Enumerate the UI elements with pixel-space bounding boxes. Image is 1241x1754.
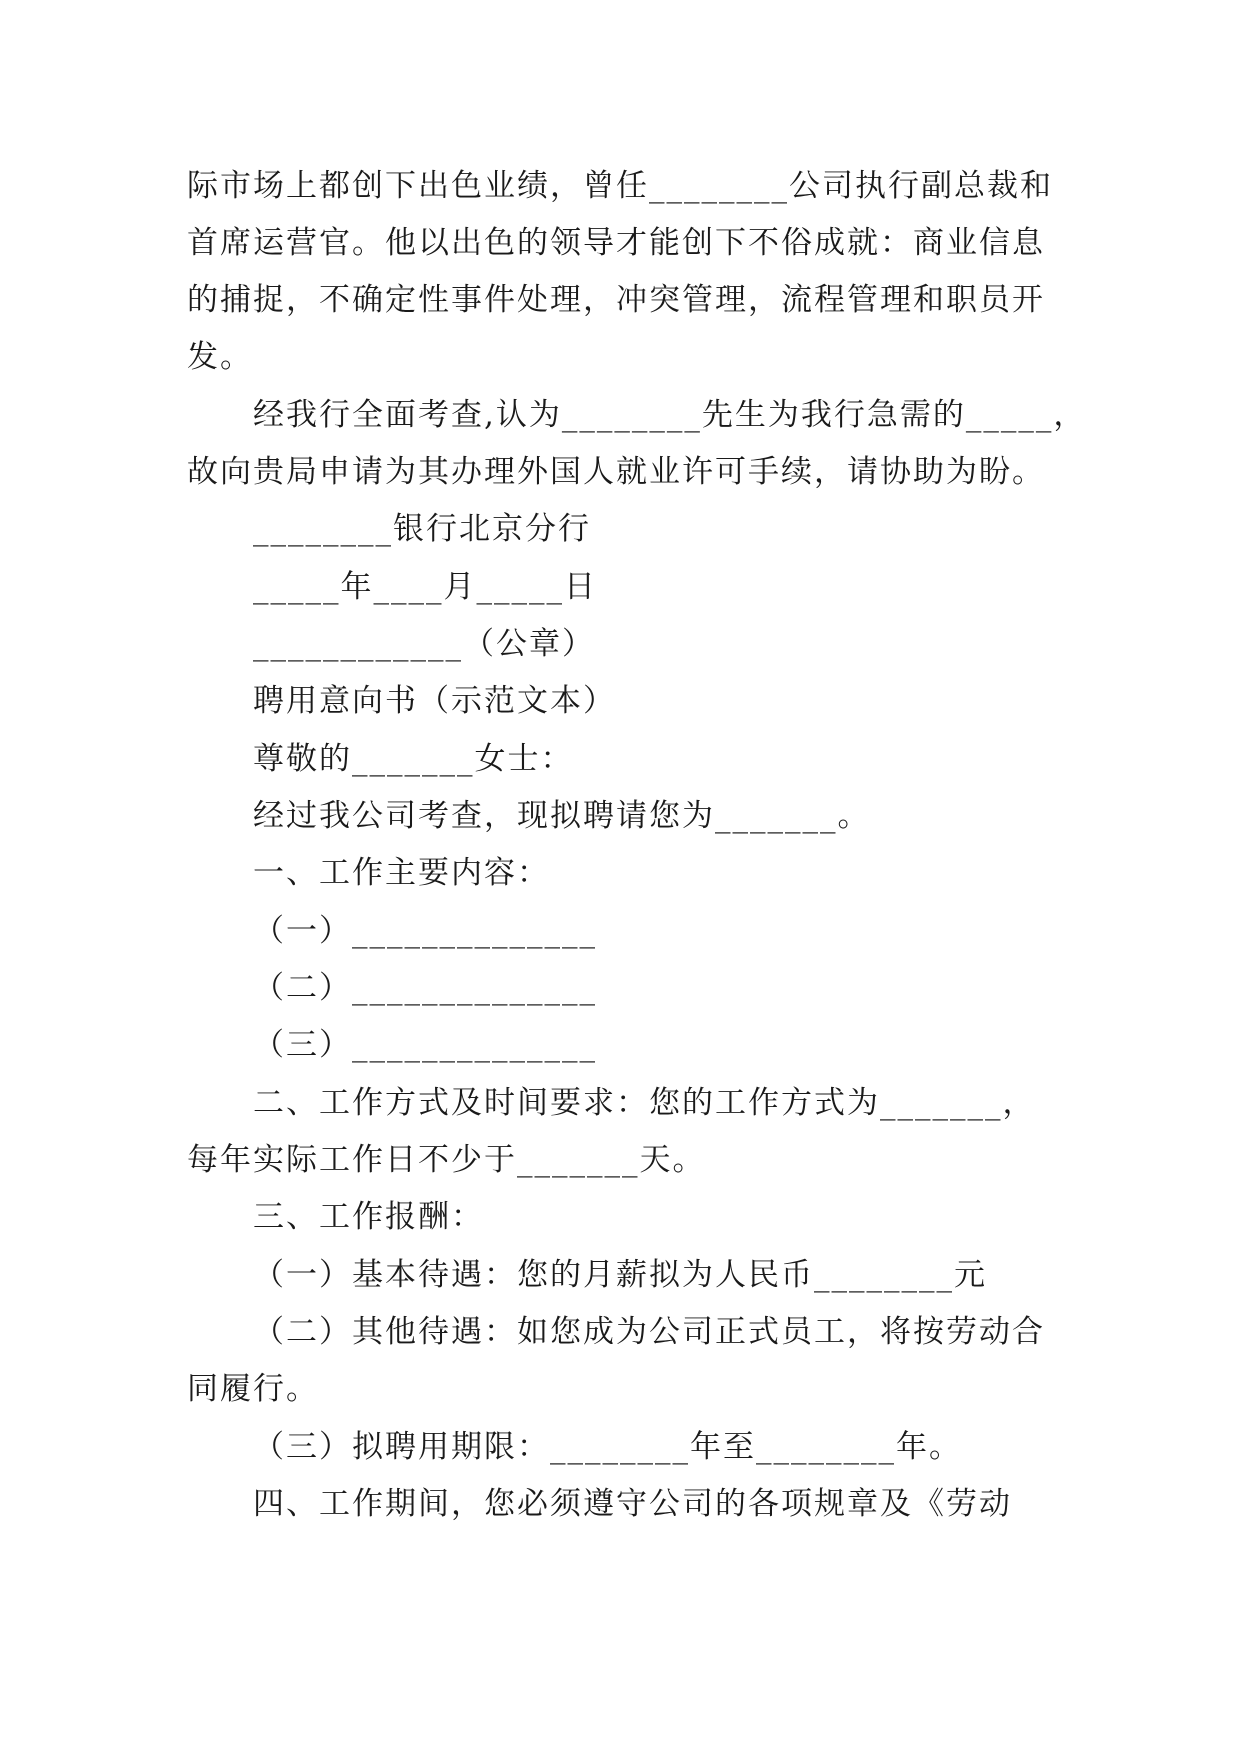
text-line: ____________（公章） [253,626,595,662]
text-line: 尊敬的_______女士： [253,741,574,777]
text-line: （二）______________ [253,970,597,1006]
text-line: 二、工作方式及时间要求：您的工作方式为_______， [253,1085,1036,1121]
text-line: 际市场上都创下出色业绩，曾任________公司执行副总裁和 [187,168,1053,204]
text-line: （一）基本待遇：您的月薪拟为人民币________元 [253,1257,987,1293]
text-line: （二）其他待遇：如您成为公司正式员工，将按劳动合 [253,1314,1045,1350]
text-line: （一）______________ [253,913,597,949]
text-line: 经过我公司考查，现拟聘请您为_______。 [253,798,871,834]
text-line: 的捕捉，不确定性事件处理，冲突管理，流程管理和职员开 [187,282,1045,318]
text-line: 发。 [187,339,253,375]
text-line: 四、工作期间，您必须遵守公司的各项规章及《劳动 [253,1486,1012,1522]
text-line: （三）______________ [253,1027,597,1063]
text-line: （三）拟聘用期限：________年至________年。 [253,1429,962,1465]
text-line: _____年____月_____日 [253,569,597,605]
text-line: 首席运营官。他以出色的领导才能创下不俗成就：商业信息 [187,225,1045,261]
text-line: 同履行。 [187,1371,319,1407]
text-line: 聘用意向书（示范文本） [253,683,616,719]
text-line: 经我行全面考查,认为________先生为我行急需的_____， [253,397,1087,433]
text-line: 每年实际工作日不少于_______天。 [187,1142,706,1178]
text-line: 三、工作报酬： [253,1199,484,1235]
text-line: 故向贵局申请为其办理外国人就业许可手续，请协助为盼。 [187,454,1045,490]
text-line: ________银行北京分行 [253,511,591,547]
text-line: 一、工作主要内容： [253,855,550,891]
